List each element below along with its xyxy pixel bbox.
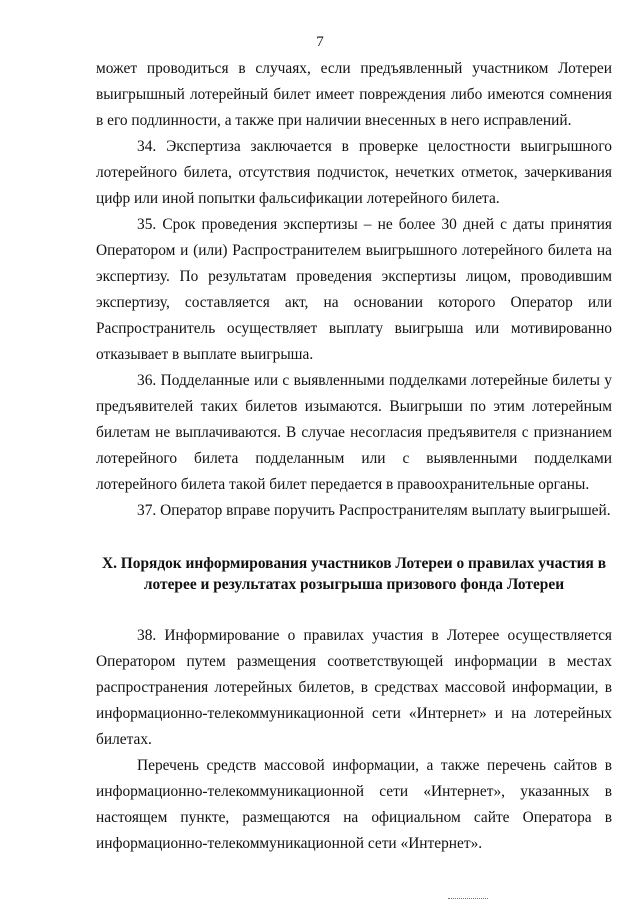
paragraph-37: 37. Оператор вправе поручить Распространителям выплату выигрышей. [137, 502, 611, 519]
paragraph-36: 36. Подделанные или с выявленными подделками лотерейные билеты у предъявителей таких билетов изымаются. Выигрыши по этим лотерейным билетам не выплачиваются. В случае несогласия предъявителя с признанием лотерейного билета подделанным или с выявленными подделками лотерейного билета такой билет передается в правоохранительные органы. [96, 372, 612, 493]
page-number: 7 [316, 34, 324, 50]
paragraph-38-list: Перечень средств массовой информации, а также перечень сайтов в информационно-телекоммуникационной сети «Интернет», указанных в настоящем пункте, размещаются на официальном сайте Оператора в информационно-телекоммуникационной сети «Интернет». [96, 757, 612, 852]
paragraph-35: 35. Срок проведения экспертизы – не более 30 дней с даты принятия Оператором и (или) Распространителем выигрышного лотерейного билета на экспертизу. По результатам проведения экспертизы лицом, проводившим экспертизу, составляется акт, на основании которого Оператор или Распространитель осуществляет выплату выигрыша или мотивированно отказывает в выплате выигрыша. [96, 216, 612, 363]
scan-artifact [448, 898, 488, 901]
document-body [96, 56, 612, 857]
section-heading-line-1: X. Порядок информирования участников Лотереи о правилах участия в [101, 555, 607, 572]
paragraph-34: 34. Экспертиза заключается в проверке целостности выигрышного лотерейного билета, отсутствия подчисток, нечетких отметок, зачеркивания цифр или иной попытки фальсификации лотерейного билета. [96, 138, 612, 207]
paragraph-38: 38. Информирование о правилах участия в Лотерее осуществляется Оператором путем размещения соответствующей информации в местах распространения лотерейных билетов, в средствах массовой информации, в информационно-телекоммуникационной сети «Интернет» и на лотерейных билетах. [96, 627, 612, 748]
section-heading [96, 553, 612, 595]
section-heading-line-2: лотерее и результатах розыгрыша призового фонда Лотереи [143, 576, 565, 593]
paragraph-continuation: может проводиться в случаях, если предъявленный участником Лотереи выигрышный лотерейный билет имеет повреждения либо имеются сомнения в его подлинности, а также при наличии внесенных в него исправлений. [96, 60, 612, 129]
